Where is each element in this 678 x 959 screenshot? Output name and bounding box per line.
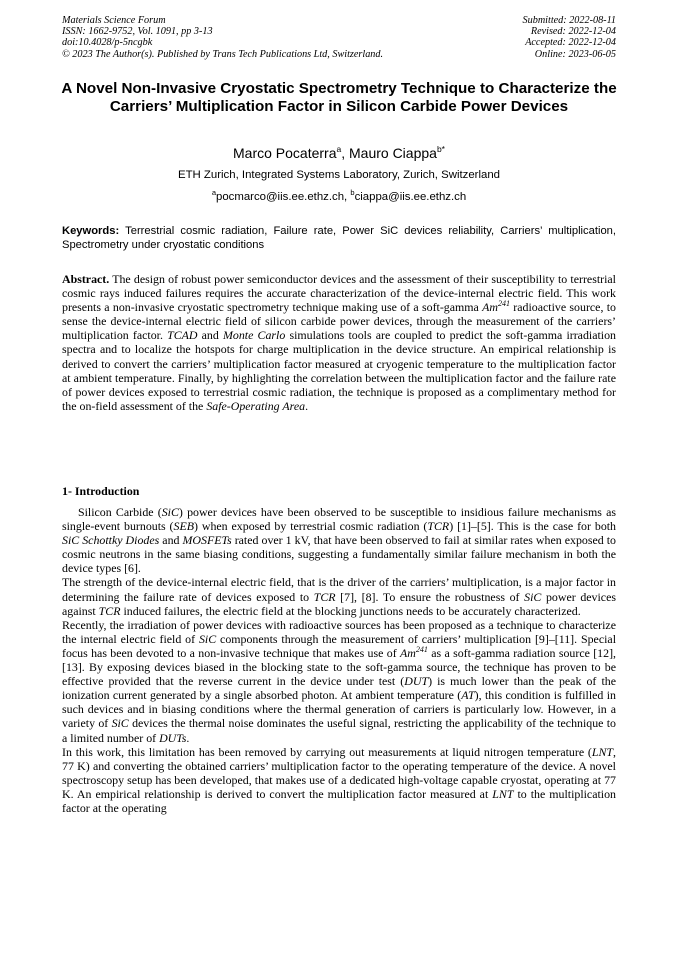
introduction-body (62, 505, 616, 815)
journal-doi: doi:10.4028/p-5ncgbk (62, 37, 153, 49)
paper-title: A Novel Non-Invasive Cryostatic Spectrometry Technique to Characterize the Carriers’ Multiplication Factor in Silicon Carbide Power Devices (61, 80, 617, 116)
author-separator: , (341, 145, 349, 161)
keywords-text: Terrestrial cosmic radiation, Failure rate, Power SiC devices reliability, Carriers’ multiplication, Spectrometry under cryostatic conditions (62, 225, 617, 251)
paragraph: Recently, the irradiation of power devices with radioactive sources has been proposed as a technique to characterize the internal electric field of SiC components through the measurement of carriers’ multiplication [9]–[11]. Special focus has been devoted to a non-invasive technique that makes use of Am$^{241}$ as a soft-gamma radiation source [12], [13]. By exposing devices biased in the blocking state to the soft-gamma source, the technique has proven to be effective provided that the reverse current in the device under test (DUT) is much lower than the peak of the ionization current generated by a single absorbed photon. At ambient temperature (AT), this condition is fulfilled in such devices and in biasing conditions where the thermal generation of carriers is particularly low. However, in a variety of SiC devices the thermal noise dominates the useful signal, restricting the applicability of the technique to a limited number of DUTs. (62, 617, 616, 745)
submitted-date: Submitted: 2022-08-11 (522, 15, 616, 26)
paragraph: Silicon Carbide (SiC) power devices have been observed to be susceptible to insidious failure mechanisms as single-event burnouts (SEB) when exposed by terrestrial cosmic radiation (TCR) [1]–[5]. This is the case for both SiC Schottky Diodes and MOSFETs rated over 1 kV, that have been observed to fail at similar rates when exposed to cosmic neutrons in the same biasing conditions, suggesting a fundamentally similar failure mechanism in both the device types [6]. (62, 505, 617, 576)
revised-date: Revised: 2022-12-04 (530, 26, 616, 38)
email-mark: a (211, 188, 216, 197)
section-heading: 1- Introduction (62, 484, 140, 498)
author-affiliation-mark: b* (436, 144, 445, 154)
abstract-label: Abstract. (62, 272, 110, 286)
online-date: Online: 2023-06-05 (534, 48, 616, 60)
author-name: Mauro Ciappa (349, 145, 437, 161)
keywords (62, 224, 616, 252)
abstract: Abstract. The design of robust power semiconductor devices and the assessment of their susceptibility to terrestrial cosmic rays induced failures requires the accurate characterization of the device-internal electric field. This work presents a non-invasive cryostatic spectrometry technique making use of a soft-gamma Am$^{241}$ radioactive source, to sense the device-internal electric field of silicon carbide power devices, through the measurement of the carriers’ multiplication factor. TCAD and Monte Carlo simulations tools are coupled to predict the soft-gamma irradiation spectra and to localize the hotspots for charge multiplication in the device structure. An empirical relationship is derived to convert the carriers’ multiplication factor measured at cryogenic temperature to the multiplication factor at ambient temperature. Finally, by highlighting the correlation between the multiplication factor and the failure rate of power devices exposed to terrestrial cosmic radiation, the technique is proposed as a complimentary method for the on-field assessment of the Safe-Operating Area. (62, 272, 616, 413)
author-emails (62, 190, 616, 204)
email-separator: , (344, 191, 351, 203)
email-link[interactable]: pocmarco@iis.ee.ethz.ch (215, 191, 345, 203)
journal-name: Materials Science Forum (62, 15, 166, 26)
journal-issn: ISSN: 1662-9752, Vol. 1091, pp 3-13 (62, 26, 213, 38)
paragraph: In this work, this limitation has been removed by carrying out measurements at liquid nitrogen temperature (LNT, 77 K) and converting the obtained carriers’ multiplication factor to the operating temperature of the device. A novel spectroscopy setup has been developed, that makes use of a dedicated high-voltage capable cryostat, operating at 77 K. An empirical relationship is derived to convert the multiplication factor measured at LNT to the multiplication factor at the operating (62, 744, 616, 815)
copyright-notice: © 2023 The Author(s). Published by Trans Tech Publications Ltd, Switzerland. (62, 48, 384, 60)
publication-dates (396, 15, 616, 60)
accepted-date: Accepted: 2022-12-04 (525, 37, 616, 49)
keywords-label: Keywords: (62, 225, 120, 237)
paragraph: The strength of the device-internal electric field, that is the driver of the carriers’ multiplication, is a major factor in determining the failure rate of devices exposed to TCR [7], [8]. To ensure the robustness of SiC power devices against TCR induced failures, the electric field at the blocking junctions needs to be accurately characterized. (62, 575, 616, 618)
email-link[interactable]: ciappa@iis.ee.ethz.ch (354, 191, 467, 203)
author-name: Marco Pocaterra (233, 145, 337, 161)
author-affiliation-mark: a (336, 144, 342, 154)
author-list (62, 145, 616, 162)
affiliation: ETH Zurich, Integrated Systems Laboratory, Zurich, Switzerland (177, 169, 500, 181)
email-mark: b (350, 188, 355, 197)
